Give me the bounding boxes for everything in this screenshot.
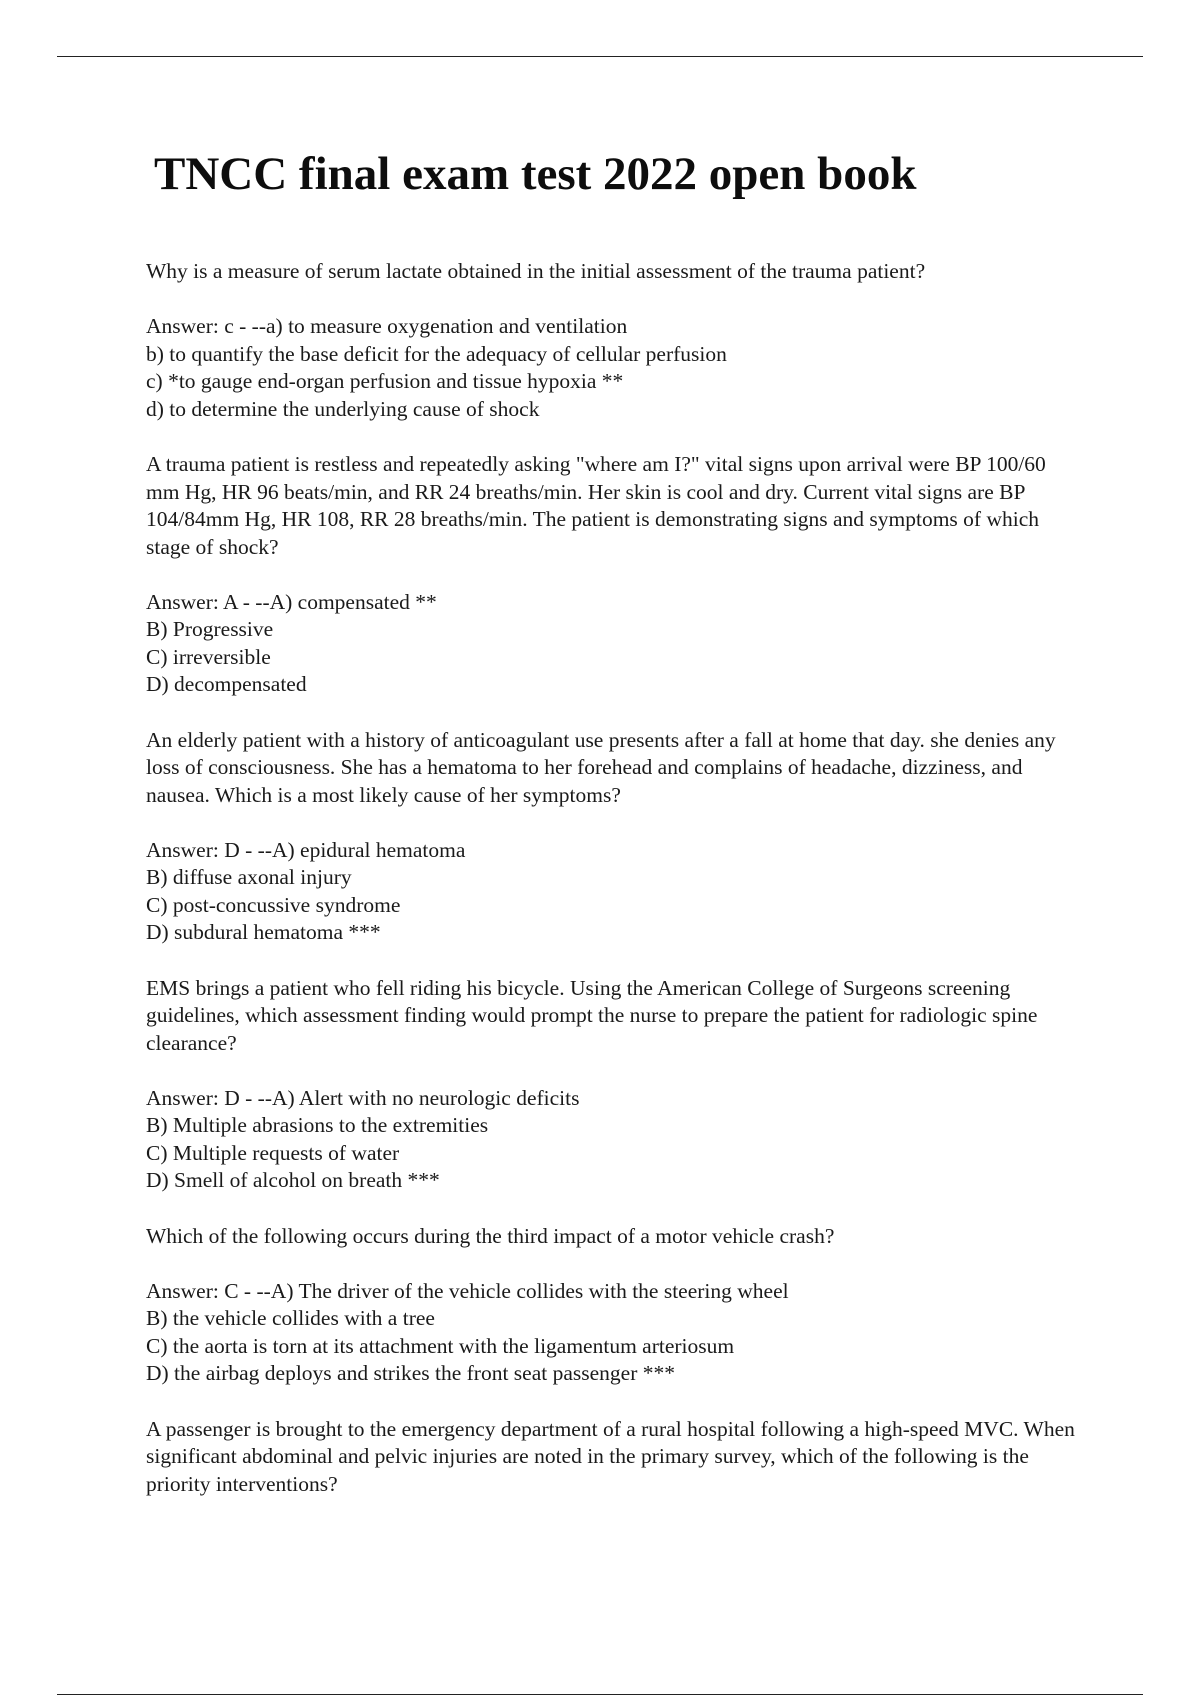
answer-option: d) to determine the underlying cause of shock <box>146 396 540 421</box>
answer-block <box>146 589 1076 699</box>
document-body <box>146 258 1076 1498</box>
question-block-2 <box>146 451 1076 699</box>
answer-line: Answer: C - --A) The driver of the vehicle collides with the steering wheel <box>146 1278 789 1303</box>
question-text: A trauma patient is restless and repeatedly asking "where am I?" vital signs upon arrival were BP 100/60 mm Hg, HR 96 beats/min, and RR 24 breaths/min. Her skin is cool and dry. Current vital signs are BP 104/84mm Hg, HR 108, RR 28 breaths/min. The patient is demonstrating signs and symptoms of which stage of shock? <box>146 452 1046 559</box>
answer-option: B) Progressive <box>146 617 274 641</box>
question-text: Why is a measure of serum lactate obtained in the initial assessment of the trauma patient? <box>146 259 926 283</box>
answer-option: C) post-concussive syndrome <box>146 892 401 917</box>
answer-option: B) diffuse axonal injury <box>146 865 352 889</box>
question-block-6 <box>146 1416 1076 1499</box>
answer-line: Answer: A - --A) compensated ** <box>146 589 437 614</box>
question-text: A passenger is brought to the emergency department of a rural hospital following a high-speed MVC. When significant abdominal and pelvic injuries are noted in the primary survey, which of the following is the priority interventions? <box>146 1416 1075 1496</box>
question-block-3 <box>146 727 1076 947</box>
question-block-1 <box>146 258 1076 423</box>
answer-option: B) the vehicle collides with a tree <box>146 1306 435 1330</box>
question-block-5 <box>146 1223 1076 1388</box>
answer-option: C) irreversible <box>146 644 271 669</box>
answer-block <box>146 313 1076 423</box>
answer-block <box>146 837 1076 947</box>
answer-line: Answer: D - --A) epidural hematoma <box>146 837 466 862</box>
answer-option: D) Smell of alcohol on breath *** <box>146 1168 440 1192</box>
answer-option: c) *to gauge end-organ perfusion and tissue hypoxia ** <box>146 369 624 393</box>
question-text: An elderly patient with a history of anticoagulant use presents after a fall at home that day. she denies any loss of consciousness. She has a hematoma to her forehead and complains of headache, dizziness, and nausea. Which is a most likely cause of her symptoms? <box>146 727 1056 807</box>
answer-option: C) the aorta is torn at its attachment with the ligamentum arteriosum <box>146 1333 735 1358</box>
bottom-rule <box>57 1694 1143 1695</box>
answer-option: C) Multiple requests of water <box>146 1140 400 1165</box>
answer-block <box>146 1278 1076 1388</box>
answer-option: b) to quantify the base deficit for the adequacy of cellular perfusion <box>146 341 727 366</box>
top-rule <box>57 56 1143 57</box>
question-text: Which of the following occurs during the third impact of a motor vehicle crash? <box>146 1223 835 1248</box>
answer-option: D) the airbag deploys and strikes the front seat passenger *** <box>146 1361 675 1385</box>
answer-line: Answer: c - --a) to measure oxygenation and ventilation <box>146 314 628 338</box>
document-title: TNCC final exam test 2022 open book <box>154 148 917 200</box>
answer-line: Answer: D - --A) Alert with no neurologic deficits <box>146 1085 580 1110</box>
answer-option: D) decompensated <box>146 672 307 696</box>
question-text: EMS brings a patient who fell riding his bicycle. Using the American College of Surgeons screening guidelines, which assessment finding would prompt the nurse to prepare the patient for radiologic spine clearance? <box>146 975 1038 1055</box>
answer-option: B) Multiple abrasions to the extremities <box>146 1113 489 1137</box>
question-block-4 <box>146 975 1076 1195</box>
answer-block <box>146 1085 1076 1195</box>
answer-option: D) subdural hematoma *** <box>146 920 381 944</box>
